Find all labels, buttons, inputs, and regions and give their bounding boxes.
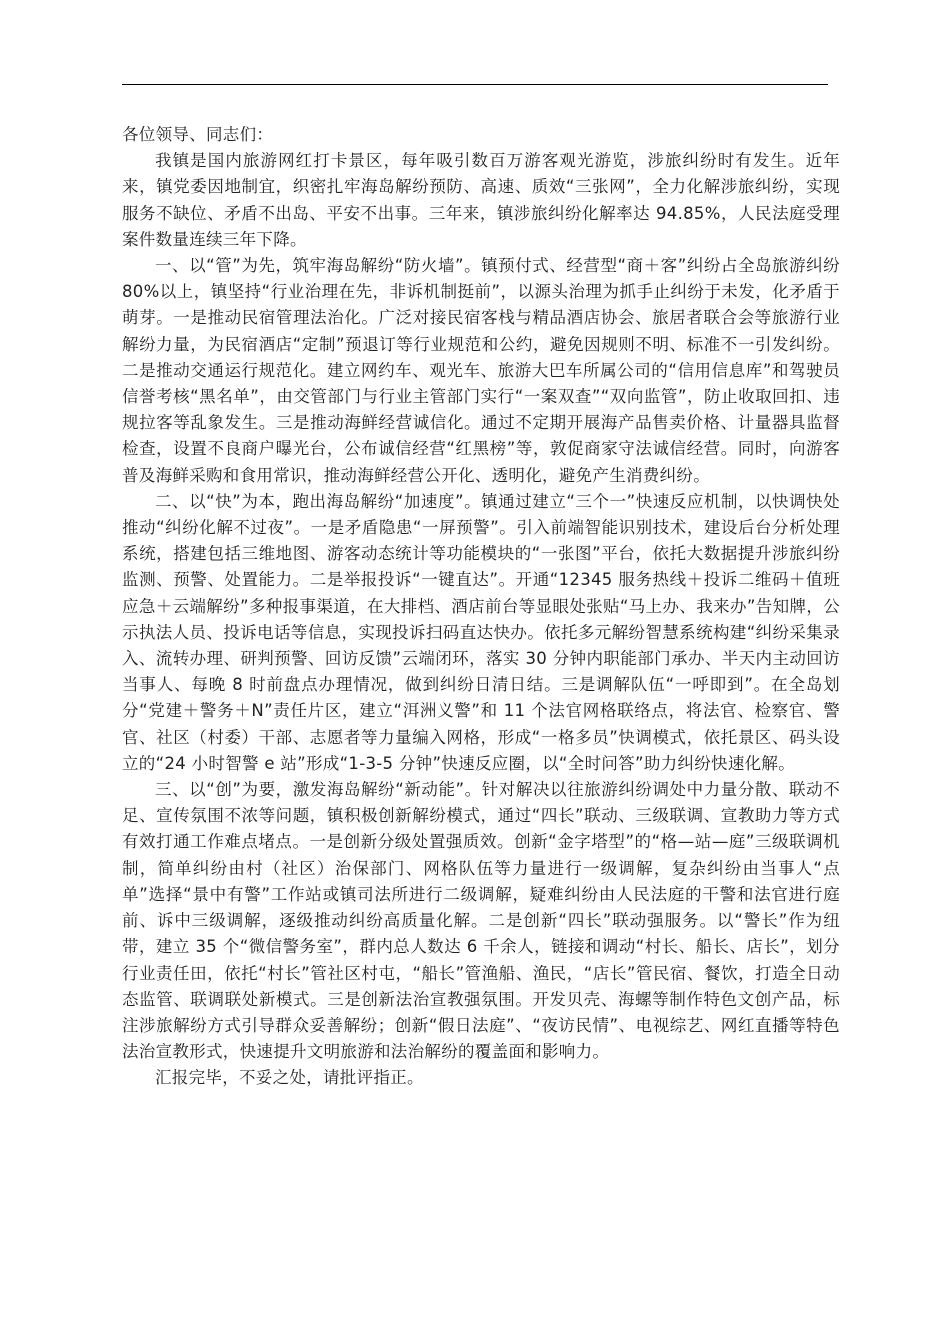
header-rule [122, 84, 828, 85]
section-2-paragraph: 二、以“快”为本，跑出海岛解纷“加速度”。镇通过建立“三个一”快速反应机制，以快调快处推动“纠纷化解不过夜”。一是矛盾隐患“一屏预警”。引入前端智能识别技术，建设后台分析处理系统，搭建包括三维地图、游客动态统计等功能模块的“一张图”平台，依托大数据提升涉旅纠纷监测、预警、处置能力。二是举报投诉“一键直达”。开通“12345 服务热线＋投诉二维码＋值班应急＋云端解纷”多种报事渠道，在大排档、酒店前台等显眼处张贴“马上办、我来办”告知牌，公示执法人员、投诉电话等信息，实现投诉扫码直达快办。依托多元解纷智慧系统构建“纠纷采集录入、流转办理、研判预警、回访反馈”云端闭环，落实 30 分钟内职能部门承办、半天内主动回访当事人、每晚 8 时前盘点办理情况，做到纠纷日清日结。三是调解队伍“一呼即到”。在全岛划分“党建＋警务＋N”责任片区，建立“洱洲义警”和 11 个法官网格联络点，将法官、检察官、警官、社区（村委）干部、志愿者等力量编入网格，形成“一格多员”快调模式，依托景区、码头设立的“24 小时智警 e 站”形成“1-3-5 分钟”快速反应圈，以“全时问答”助力纠纷快速化解。 [122, 491, 840, 773]
document-body [122, 122, 840, 1092]
salutation: 各位领导、同志们： [122, 125, 274, 144]
intro-paragraph: 我镇是国内旅游网红打卡景区，每年吸引数百万游客观光游览，涉旅纠纷时有发生。近年来，镇党委因地制宜，织密扎牢海岛解纷预防、高速、质效“三张网”，全力化解涉旅纠纷，实现服务不缺位、矛盾不出岛、平安不出事。三年来，镇涉旅纠纷化解率达 94.85%，人民法庭受理案件数量连续三年下降。 [122, 151, 840, 249]
section-3-paragraph: 三、以“创”为要，激发海岛解纷“新动能”。针对解决以往旅游纠纷调处中力量分散、联动不足、宣传氛围不浓等问题，镇积极创新解纷模式，通过“四长”联动、三级联调、宣教助力等方式有效打通工作难点堵点。一是创新分级处置强质效。创新“金字塔型”的“格—站—庭”三级联调机制，简单纠纷由村（社区）治保部门、网格队伍等力量进行一级调解，复杂纠纷由当事人“点单”选择“景中有警”工作站或镇司法所进行二级调解，疑难纠纷由人民法庭的干警和法官进行庭前、诉中三级调解，逐级推动纠纷高质量化解。二是创新“四长”联动强服务。以“警长”作为纽带，建立 35 个“微信警务室”，群内总人数达 6 千余人，链接和调动“村长、船长、店长”，划分行业责任田，依托“村长”管社区村屯，“船长”管渔船、渔民，“店长”管民宿、餐饮，打造全日动态监管、联调联处新模式。三是创新法治宣教强氛围。开发贝壳、海螺等制作特色文创产品，标注涉旅解纷方式引导群众妥善解纷；创新“假日法庭”、“夜访民情”、电视综艺、网红直播等特色法治宣教形式，快速提升文明旅游和法治解纷的覆盖面和影响力。 [122, 780, 840, 1062]
section-1-paragraph: 一、以“管”为先，筑牢海岛解纷“防火墙”。镇预付式、经营型“商＋客”纠纷占全岛旅游纠纷 80%以上，镇坚持“行业治理在先，非诉机制挺前”，以源头治理为抓手止纠纷于未发，化矛盾于萌芽。一是推动民宿管理法治化。广泛对接民宿客栈与精品酒店协会、旅居者联合会等旅游行业解纷力量，为民宿酒店“定制”预退订等行业规范和公约，避免因规则不明、标准不一引发纠纷。二是推动交通运行规范化。建立网约车、观光车、旅游大巴车所属公司的“信用信息库”和驾驶员信誉考核“黑名单”，由交管部门与行业主管部门实行“一案双查”“双向监管”，防止收取回扣、违规拉客等乱象发生。三是推动海鲜经营诚信化。通过不定期开展海产品售卖价格、计量器具监督检查，设置不良商户曝光台，公布诚信经营“红黑榜”等，敦促商家守法诚信经营。同时，向游客普及海鲜采购和食用常识，推动海鲜经营公开化、透明化，避免产生消费纠纷。 [122, 256, 840, 485]
closing-paragraph: 汇报完毕，不妥之处，请批评指正。 [155, 1068, 424, 1088]
